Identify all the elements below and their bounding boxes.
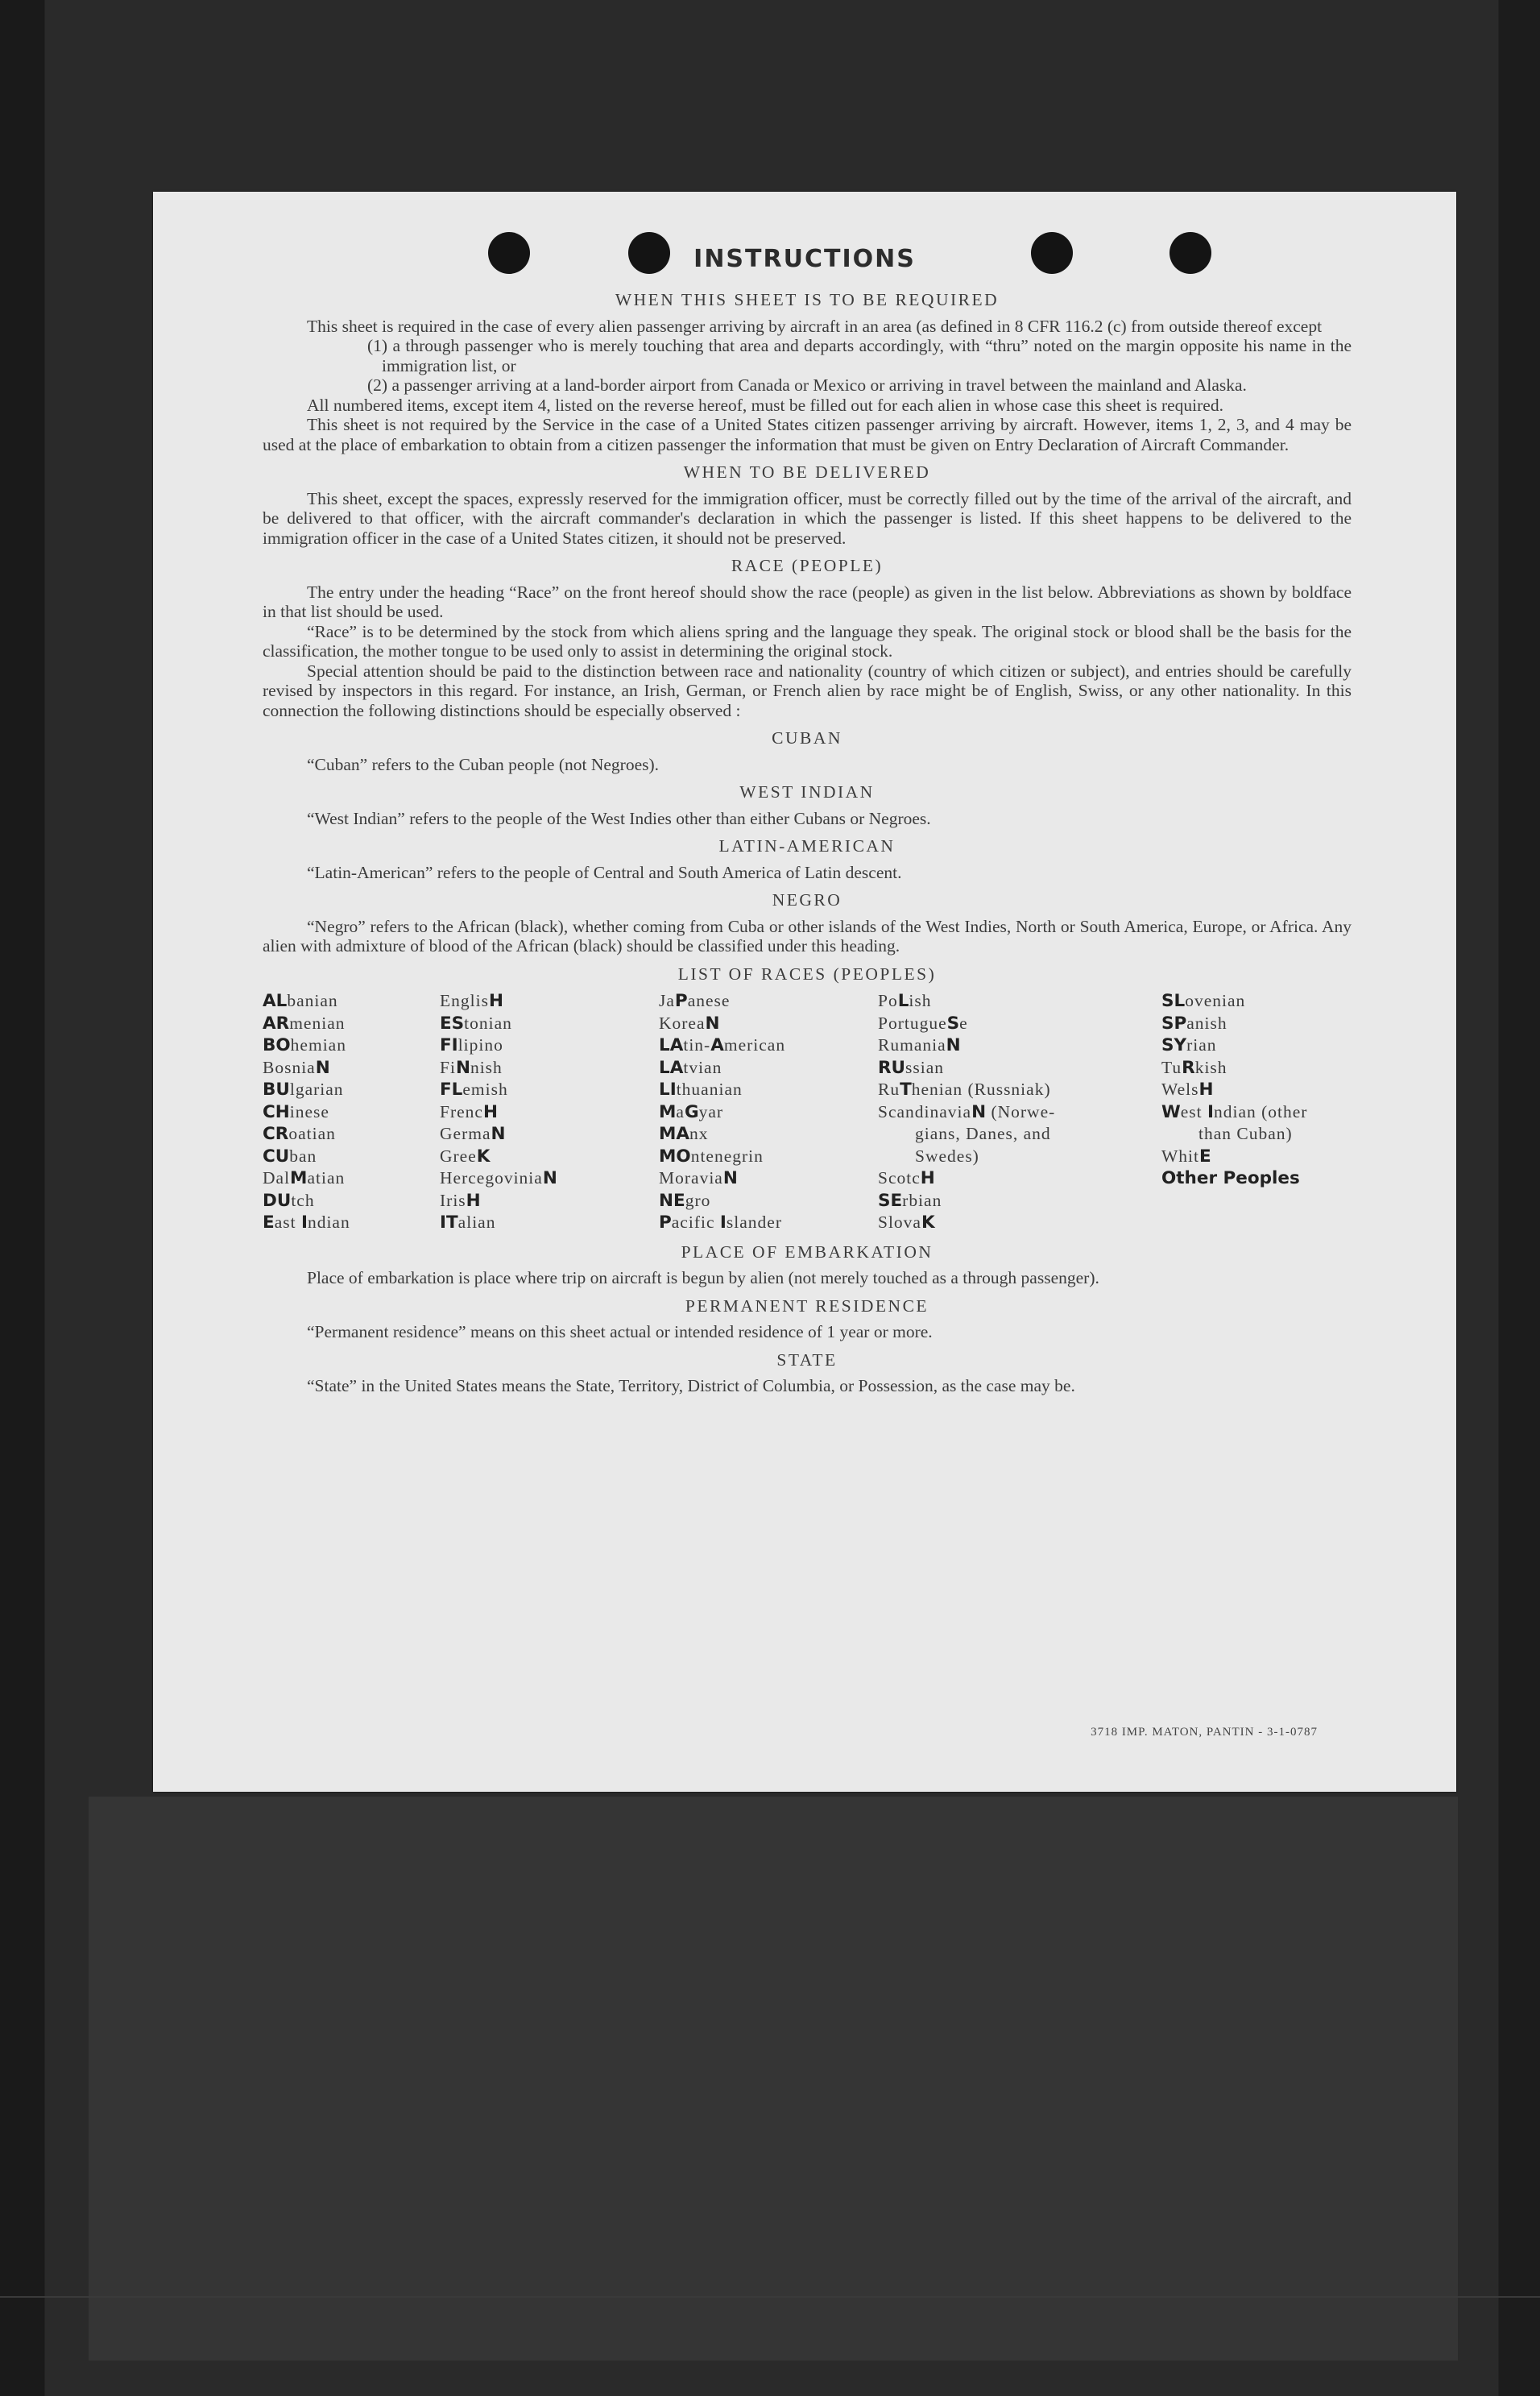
race-entry: NEgro <box>659 1190 711 1211</box>
race-entry: East Indian <box>263 1213 350 1233</box>
paragraph: The entry under the heading “Race” on the front hereof should show the race (people) as given in the list below. Abbreviations as shown by boldface in that list should be used. <box>263 582 1352 621</box>
race-entry: PortugueSe <box>878 1013 968 1034</box>
race-entry: MOntenegrin <box>659 1146 764 1167</box>
race-entry: GermaN <box>440 1124 506 1144</box>
paragraph: “State” in the United States means the State, Territory, District of Columbia, or Possession, as the case may be. <box>307 1376 1075 1395</box>
races-column <box>263 990 440 1234</box>
scan-edge <box>0 2296 1540 2298</box>
race-entry: FrencH <box>440 1101 498 1122</box>
race-entry: Other Peoples <box>1161 1168 1300 1188</box>
race-entry: MAnx <box>659 1124 709 1144</box>
paragraph: “Latin-American” refers to the people of Central and South America of Latin descent. <box>307 862 902 882</box>
race-entry: West Indian (other <box>1161 1101 1308 1122</box>
race-entry: ScandinaviaN (Norwe- <box>878 1101 1056 1122</box>
paragraph: “Negro” refers to the African (black), whether coming from Cuba or other islands of the West Indies, North or South America, Europe, or Africa. Any alien with admixture of blood of the African (black) should be classified under this heading. <box>263 916 1352 955</box>
race-entry: FLemish <box>440 1080 508 1100</box>
paragraph: Special attention should be paid to the distinction between race and nationality (country of which citizen or subject), and entries should be carefully revised by inspectors in this regard. For instance, an Irish, German, or French alien by race might be of English, Swiss, or any other nationality. In this connection the following distinctions should be especially observed : <box>263 661 1352 720</box>
race-entry: SErbian <box>878 1190 942 1211</box>
race-entry: CUban <box>263 1146 317 1167</box>
page-title: INSTRUCTIONS <box>693 245 916 273</box>
race-entry: FiNnish <box>440 1057 503 1078</box>
race-entry: LAtin-American <box>659 1035 786 1055</box>
race-entry: HercegoviniaN <box>440 1168 557 1188</box>
list-item: (2) a passenger arriving at a land-border airport from Canada or Mexico or arriving in travel between the mainland and Alaska. <box>367 375 1247 395</box>
race-entry: RumaniaN <box>878 1035 961 1055</box>
races-column <box>440 990 659 1234</box>
section-heading: WHEN THIS SHEET IS TO BE REQUIRED <box>615 290 1000 309</box>
race-entry: TuRkish <box>1161 1057 1227 1078</box>
race-entry: SlovaK <box>878 1213 935 1233</box>
race-entry: RuThenian (Russniak) <box>878 1080 1051 1100</box>
race-entry: EStonian <box>440 1013 512 1034</box>
instructions-body <box>263 282 1352 1396</box>
section-heading: PLACE OF EMBARKATION <box>681 1242 934 1262</box>
section-heading: WEST INDIAN <box>739 782 875 802</box>
race-entry: gians, Danes, and <box>915 1124 1051 1143</box>
printer-imprint: 3718 IMP. MATON, PANTIN - 3-1-0787 <box>1091 1726 1318 1739</box>
race-entry: ARmenian <box>263 1013 346 1034</box>
paragraph: This sheet is required in the case of every alien passenger arriving by aircraft in an area (as defined in 8 CFR 116.2 (c) from outside thereof except <box>307 316 1323 336</box>
race-entry: IrisH <box>440 1190 481 1211</box>
paragraph: “Race” is to be determined by the stock from which aliens spring and the language they speak. The original stock or blood shall be the basis for the classification, the mother tongue to be used only to assist in determining the original stock. <box>263 621 1352 661</box>
race-entry: ALbanian <box>263 991 338 1011</box>
paragraph: All numbered items, except item 4, listed on the reverse hereof, must be filled out for each alien in whose case this sheet is required. <box>307 395 1223 415</box>
race-entry: than Cuban) <box>1198 1124 1293 1143</box>
race-entry: MoraviaN <box>659 1168 738 1188</box>
race-entry: BosniaN <box>263 1057 330 1078</box>
section-heading: LATIN-AMERICAN <box>718 836 896 856</box>
race-entry: EnglisH <box>440 991 503 1011</box>
instruction-sheet <box>153 192 1456 1792</box>
race-entry: Swedes) <box>915 1146 979 1166</box>
race-entry: WelsH <box>1161 1080 1214 1100</box>
races-column <box>878 990 1161 1234</box>
section-heading: CUBAN <box>772 728 842 748</box>
races-column <box>1161 990 1352 1234</box>
race-entry: CRoatian <box>263 1124 336 1144</box>
race-entry: MaGyar <box>659 1101 724 1122</box>
race-entry: DUtch <box>263 1190 315 1211</box>
scan-film-area <box>89 1797 1458 2361</box>
race-entry: PoLish <box>878 991 932 1011</box>
race-entry: SYrian <box>1161 1035 1217 1055</box>
paragraph: “Permanent residence” means on this sheet actual or intended residence of 1 year or more. <box>307 1322 933 1341</box>
race-entry: LAtvian <box>659 1057 722 1078</box>
paragraph: This sheet, except the spaces, expressly reserved for the immigration officer, must be correctly filled out by the time of the arrival of the aircraft, and be delivered to that officer, with the aircraft commander's declaration in which the passenger is listed. If this sheet happens to be delivered to the immigration officer in the case of a United States citizen, it should not be preserved. <box>263 488 1352 548</box>
section-heading: NEGRO <box>772 890 842 910</box>
races-column <box>659 990 878 1234</box>
race-entry: ITalian <box>440 1213 496 1233</box>
race-entry: LIthuanian <box>659 1080 743 1100</box>
race-entry: WhitE <box>1161 1146 1211 1167</box>
list-item: (1) a through passenger who is merely touching that area and departs accordingly, with “thru” noted on the margin opposite his name in the immigration list, or <box>367 336 1352 375</box>
race-entry: DalMatian <box>263 1168 346 1188</box>
races-list <box>263 990 1352 1234</box>
section-heading: WHEN TO BE DELIVERED <box>683 462 931 482</box>
race-entry: GreeK <box>440 1146 491 1167</box>
section-heading: RACE (PEOPLE) <box>731 556 884 575</box>
race-entry: JaPanese <box>659 991 731 1011</box>
race-entry: RUssian <box>878 1057 945 1078</box>
races-heading: LIST OF RACES (PEOPLES) <box>677 964 937 984</box>
race-entry: FIlipino <box>440 1035 503 1055</box>
paragraph: “Cuban” refers to the Cuban people (not Negroes). <box>307 754 660 774</box>
race-entry: Pacific Islander <box>659 1213 782 1233</box>
race-entry: ScotcH <box>878 1168 935 1188</box>
race-entry: KoreaN <box>659 1013 720 1034</box>
paragraph: This sheet is not required by the Service in the case of a United States citizen passenger arriving by aircraft. However, items 1, 2, 3, and 4 may be used at the place of embarkation to obtain from a citizen passenger the information that must be given on Entry Declaration of Aircraft Commander. <box>263 415 1352 454</box>
paragraph: Place of embarkation is place where trip on aircraft is begun by alien (not merely touched as a through passenger). <box>307 1268 1099 1287</box>
race-entry: BOhemian <box>263 1035 346 1055</box>
section-heading: STATE <box>776 1349 838 1370</box>
race-entry: CHinese <box>263 1101 329 1122</box>
section-heading: PERMANENT RESIDENCE <box>685 1295 929 1316</box>
race-entry: BUlgarian <box>263 1080 344 1100</box>
race-entry: SPanish <box>1161 1013 1227 1034</box>
race-entry: SLovenian <box>1161 991 1246 1011</box>
paragraph: “West Indian” refers to the people of the West Indies other than either Cubans or Negroes. <box>307 808 931 828</box>
